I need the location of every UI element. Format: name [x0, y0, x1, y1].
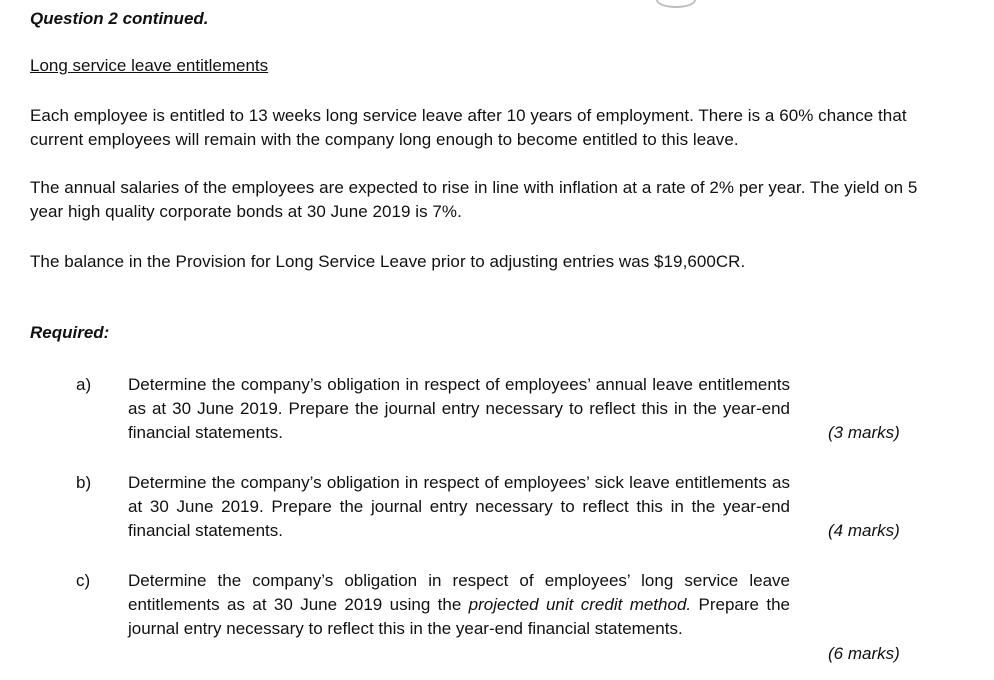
question-c-text-after: Prepare the journal entry necessary to reflect this in the year-end financial statements.	[128, 595, 790, 638]
question-b-letter: b)	[76, 473, 92, 492]
paragraph-provision-balance: The balance in the Provision for Long Service Leave prior to adjusting entries was $19,600CR.	[30, 252, 746, 271]
question-c-marks: (6 marks)	[828, 644, 900, 663]
section-title: Long service leave entitlements	[30, 56, 269, 75]
question-b-text: Determine the company’s obligation in respect of employees’ sick leave entitlements as at 30 June 2019. Prepare the journal entry necessary to reflect this in the year-end financial statements.	[128, 473, 790, 540]
question-a-text: Determine the company’s obligation in respect of employees’ annual leave entitlements as at 30 June 2019. Prepare the journal entry necessary to reflect this in the year-end financial statements.	[128, 375, 790, 442]
question-c-text	[128, 569, 790, 641]
question-c-letter: c)	[76, 571, 91, 590]
question-c-text-before: Determine the company’s obligation in respect of employees’ long service leave entitlements as at 30 June 2019 using the	[128, 571, 790, 614]
question-b-marks: (4 marks)	[828, 521, 900, 540]
question-a-letter: a)	[76, 375, 92, 394]
page-edge-mark	[656, 0, 696, 8]
question-a-marks: (3 marks)	[828, 423, 900, 442]
paragraph-entitlement: Each employee is entitled to 13 weeks long service leave after 10 years of employment. There is a 60% chance that current employees will remain with the company long enough to become entitled to this leave.	[30, 106, 907, 149]
required-label: Required:	[30, 323, 110, 342]
continued-heading: Question 2 continued.	[30, 9, 209, 28]
paragraph-salaries: The annual salaries of the employees are expected to rise in line with inflation at a rate of 2% per year. The yield on 5 year high quality corporate bonds at 30 June 2019 is 7%.	[30, 178, 918, 221]
question-c-text-emphasis: projected unit credit method.	[468, 595, 692, 614]
